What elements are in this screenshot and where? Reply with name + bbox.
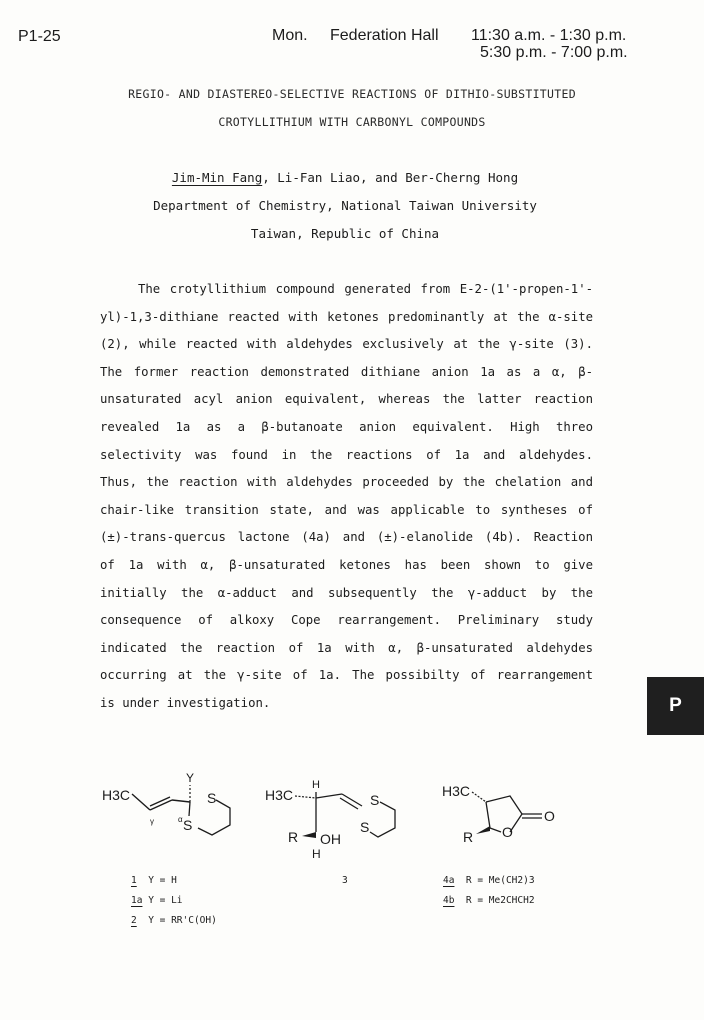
session-place: Federation Hall — [330, 27, 439, 44]
abstract-line: indicated the reaction of 1a with α, β-unsaturated aldehydes — [100, 640, 593, 655]
session-time-1: 11:30 a.m. - 1:30 p.m. — [471, 27, 627, 44]
abstract-line: consequence of alkoxy Cope rearrangement. Preliminary study — [100, 613, 593, 628]
s4-o-carbonyl: O — [544, 808, 555, 824]
s1-y-label: Y — [186, 771, 195, 785]
abstract-line: Thus, the reaction with aldehydes proceeded by the chelation and — [100, 475, 593, 490]
s3-s-top: S — [370, 792, 380, 808]
abstract-line: (2), while reacted with aldehydes exclusively at the γ-site (3). — [100, 337, 593, 352]
legend-compound-1a: 1a Y = Li — [131, 895, 183, 906]
s1-s-bottom: S — [183, 817, 193, 833]
co-authors: , Li-Fan Liao, and Ber-Cherng Hong — [262, 170, 519, 185]
s3-h-bottom: H — [312, 847, 321, 861]
abstract-line: is under investigation. — [100, 695, 271, 710]
s1-s-top: S — [207, 790, 217, 806]
s1-methyl: H3C — [102, 787, 131, 803]
legend-compound-4a: 4a R = Me(CH2)3 — [443, 875, 535, 886]
abstract-line: selectivity was found in the reactions of 1a and aldehydes. — [100, 447, 593, 462]
legend-compound-2: 2 Y = RR'C(OH) — [131, 915, 217, 926]
paper-title-line-1: REGIO- AND DIASTEREO-SELECTIVE REACTIONS OF DITHIO-SUBSTITUTED — [128, 87, 576, 101]
s3-methyl: H3C — [265, 787, 294, 803]
chemical-structures — [90, 770, 590, 870]
abstract-line: The former reaction demonstrated dithiane anion 1a as a α, β- — [100, 364, 593, 379]
s4-methyl: H3C — [442, 783, 471, 799]
s3-s-bottom: S — [360, 819, 370, 835]
abstract-body — [100, 280, 593, 722]
s1-gamma-label: γ — [150, 817, 154, 826]
abstract-line: unsaturated acyl anion equivalent, whereas the latter reaction — [100, 392, 593, 407]
abstract-line: initially the α-adduct and subsequently the γ-adduct by the — [100, 585, 593, 600]
structure-4 — [442, 783, 555, 845]
abstract-line: The crotyllithium compound generated from E-2-(1'-propen-1'- — [138, 282, 593, 296]
s4-o-ring: O — [502, 824, 513, 840]
legend-compound-4b: 4b R = Me2CHCH2 — [443, 895, 535, 906]
affiliation-location: Taiwan, Republic of China — [250, 226, 440, 241]
structure-1 — [102, 771, 230, 835]
abstract-line: yl)-1,3-dithiane reacted with ketones predominantly at the α-site — [100, 309, 593, 324]
s4-r: R — [463, 829, 474, 845]
paper-title-line-2: CROTYLLITHIUM WITH CARBONYL COMPOUNDS — [218, 115, 486, 129]
affiliation-department: Department of Chemistry, National Taiwan University — [153, 198, 537, 213]
abstract-code: P1-25 — [18, 28, 61, 45]
s3-oh: OH — [320, 831, 341, 847]
s3-h-top: H — [312, 779, 320, 791]
abstract-line: occurring at the γ-site of 1a. The possibilty of rearrangement — [100, 668, 593, 683]
s1-alpha-label: α — [178, 815, 183, 824]
presenting-author: Jim-Min Fang — [171, 170, 263, 185]
s3-r: R — [288, 829, 299, 845]
structure-3 — [265, 779, 395, 861]
abstract-line: of 1a with α, β-unsaturated ketones has been shown to give — [100, 557, 593, 572]
abstract-line: (±)-trans-quercus lactone (4a) and (±)-elanolide (4b). Reaction — [100, 530, 593, 545]
author-line — [0, 170, 690, 185]
legend-compound-1: 1 Y = H — [131, 875, 177, 886]
abstract-line: revealed 1a as a β-butanoate anion equivalent. High threo — [100, 419, 593, 434]
legend-compound-3: 3 — [342, 875, 348, 886]
session-day: Mon. — [272, 27, 308, 44]
section-tab: P — [647, 677, 704, 735]
abstract-line: chair-like transition state, and was applicable to syntheses of — [100, 502, 593, 517]
session-time-2: 5:30 p.m. - 7:00 p.m. — [480, 44, 628, 61]
